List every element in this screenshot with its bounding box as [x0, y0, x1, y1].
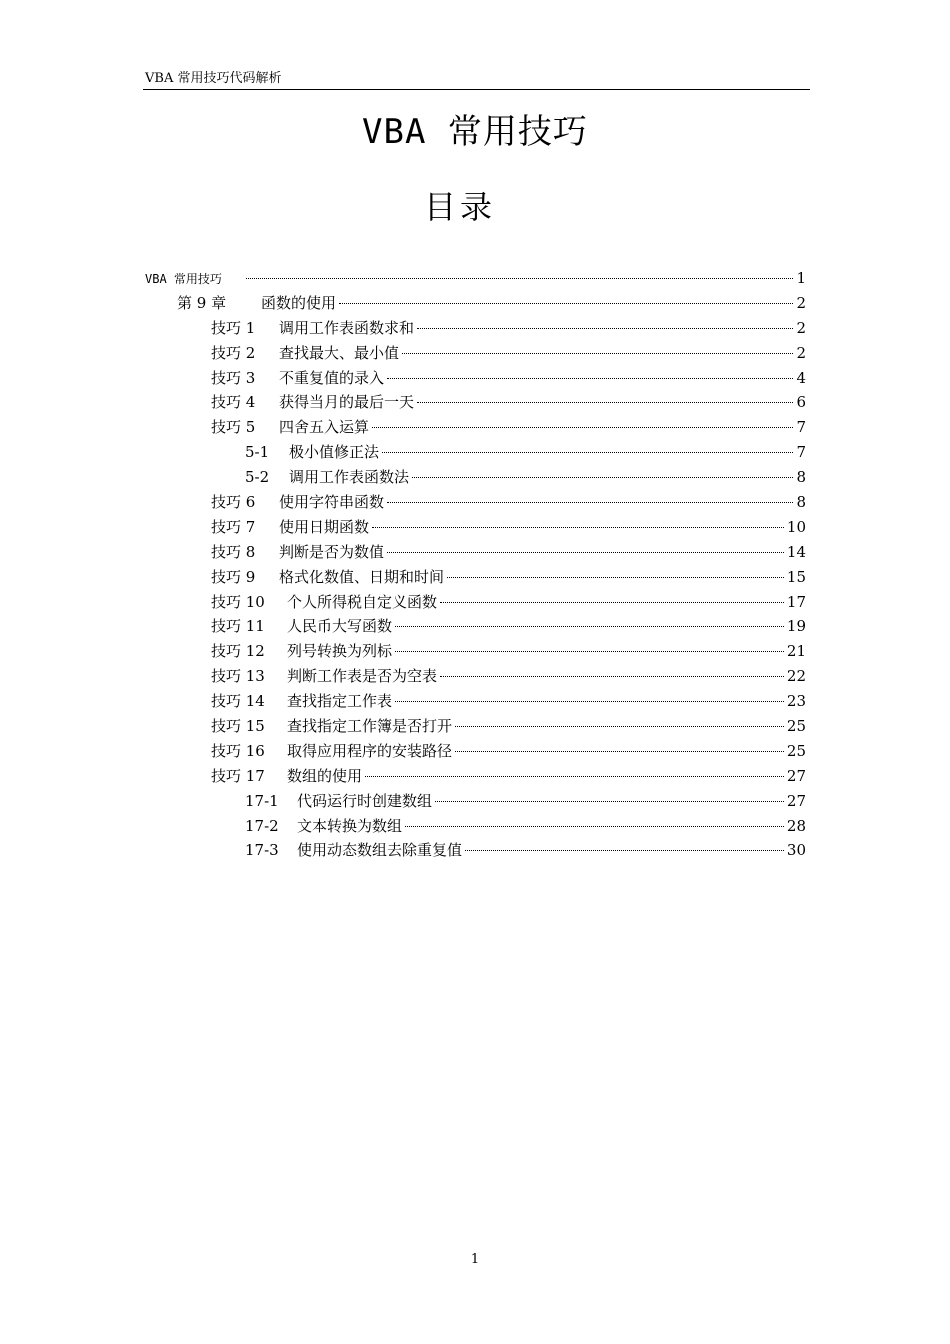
toc-entry-page: 27: [786, 791, 806, 810]
toc-entry-page: 7: [796, 443, 806, 462]
toc-entry-label: 5-2: [245, 468, 270, 487]
dot-leader: [440, 602, 784, 603]
dot-leader: [455, 751, 784, 752]
toc-entry-page: 6: [796, 393, 806, 412]
toc-entry-page: 15: [786, 567, 806, 586]
toc-entry[interactable]: [0, 664, 950, 689]
dot-leader: [412, 477, 793, 478]
toc-entry-label: 技巧 10: [211, 592, 265, 611]
toc-entry-title: 不重复值的录入: [279, 368, 385, 387]
toc-entry-label: 技巧 14: [211, 692, 265, 711]
toc-entry-page: 8: [796, 493, 806, 512]
toc-entry[interactable]: [0, 266, 950, 291]
toc-entry-page: 2: [796, 343, 806, 362]
toc-entry[interactable]: [0, 341, 950, 366]
toc-entry-title: 四舍五入运算: [279, 418, 370, 437]
toc-entry[interactable]: [0, 838, 950, 863]
toc-entry-label: 技巧 13: [211, 667, 265, 686]
toc-entry-label: 17-2: [245, 816, 279, 835]
toc-entry-title: 文本转换为数组: [297, 816, 403, 835]
dot-leader: [339, 303, 793, 304]
toc-entry[interactable]: [0, 366, 950, 391]
toc-entry-title: 查找最大、最小值: [279, 343, 400, 362]
toc-entry-page: 2: [796, 318, 806, 337]
running-header: [143, 70, 810, 90]
dot-leader: [365, 776, 784, 777]
toc-entry-label: 技巧 16: [211, 741, 265, 760]
toc-entry-label: 技巧 7: [211, 517, 256, 536]
toc-entry-label: 技巧 17: [211, 766, 265, 785]
toc-entry[interactable]: [0, 614, 950, 639]
dot-leader: [417, 328, 793, 329]
toc-entry[interactable]: [0, 465, 950, 490]
toc-entry-title: 数组的使用: [287, 766, 363, 785]
toc-entry[interactable]: [0, 689, 950, 714]
toc-entry-title: 查找指定工作表: [287, 692, 393, 711]
toc-entry-page: 22: [786, 667, 806, 686]
toc-entry-page: 4: [796, 368, 806, 387]
toc-entry-label: 技巧 15: [211, 717, 265, 736]
toc-entry[interactable]: [0, 739, 950, 764]
toc-entry-label: 17-3: [245, 841, 279, 860]
toc-entry-label: 技巧 3: [211, 368, 256, 387]
toc-entry-title: 个人所得税自定义函数: [287, 592, 438, 611]
running-header-title: VBA 常用技巧代码解析: [145, 71, 282, 86]
toc-entry[interactable]: [0, 590, 950, 615]
toc-entry-label: 技巧 12: [211, 642, 265, 661]
dot-leader: [372, 527, 784, 528]
toc-entry[interactable]: [0, 814, 950, 839]
toc-entry-label: 技巧 1: [211, 318, 256, 337]
toc-entry-page: 8: [796, 468, 806, 487]
table-of-contents: [0, 266, 950, 863]
toc-entry[interactable]: [0, 764, 950, 789]
toc-entry-page: 14: [786, 542, 806, 561]
dot-leader: [387, 502, 793, 503]
dot-leader: [395, 701, 784, 702]
toc-entry[interactable]: [0, 565, 950, 590]
toc-entry[interactable]: [0, 440, 950, 465]
dot-leader: [455, 726, 784, 727]
toc-entry-page: 2: [796, 293, 806, 312]
dot-leader: [246, 278, 793, 279]
toc-entry-page: 28: [786, 816, 806, 835]
dot-leader: [435, 801, 784, 802]
toc-entry-label: VBA 常用技巧: [145, 272, 222, 286]
toc-entry-label: 技巧 8: [211, 542, 256, 561]
dot-leader: [405, 826, 784, 827]
dot-leader: [395, 651, 784, 652]
toc-entry-page: 7: [796, 418, 806, 437]
toc-entry-title: 使用字符串函数: [279, 493, 385, 512]
toc-entry[interactable]: [0, 714, 950, 739]
toc-entry-title: 取得应用程序的安装路径: [287, 741, 453, 760]
toc-entry-title: 列号转换为列标: [287, 642, 393, 661]
dot-leader: [387, 378, 793, 379]
toc-entry-title: 判断是否为数值: [279, 542, 385, 561]
toc-entry-title: 使用动态数组去除重复值: [297, 841, 463, 860]
dot-leader: [417, 402, 793, 403]
toc-entry[interactable]: [0, 415, 950, 440]
page-number: 1: [470, 1252, 480, 1267]
toc-entry-page: 17: [786, 592, 806, 611]
toc-entry-title: 极小值修正法: [289, 443, 380, 462]
dot-leader: [402, 353, 793, 354]
toc-entry-page: 27: [786, 766, 806, 785]
toc-heading: 目录: [423, 188, 496, 226]
toc-entry-label: 技巧 4: [211, 393, 256, 412]
toc-entry-title: 获得当月的最后一天: [279, 393, 415, 412]
toc-entry[interactable]: [0, 789, 950, 814]
toc-entry-label: 技巧 9: [211, 567, 256, 586]
toc-entry-page: 23: [786, 692, 806, 711]
toc-entry[interactable]: [0, 291, 950, 316]
toc-entry-label: 技巧 11: [211, 617, 265, 636]
dot-leader: [465, 850, 784, 851]
toc-entry-label: 5-1: [245, 443, 270, 462]
toc-entry[interactable]: [0, 639, 950, 664]
toc-entry-title: 人民币大写函数: [287, 617, 393, 636]
document-title: VBA 常用技巧: [362, 112, 588, 152]
dot-leader: [440, 676, 784, 677]
toc-entry-page: 19: [786, 617, 806, 636]
toc-entry-label: 技巧 5: [211, 418, 256, 437]
toc-entry-title: 函数的使用: [261, 293, 337, 312]
dot-leader: [387, 552, 784, 553]
toc-entry[interactable]: [0, 540, 950, 565]
toc-entry-title: 格式化数值、日期和时间: [279, 567, 445, 586]
toc-entry-title: 调用工作表函数法: [289, 468, 410, 487]
toc-entry-page: 25: [786, 717, 806, 736]
toc-entry-title: 判断工作表是否为空表: [287, 667, 438, 686]
toc-entry-label: 17-1: [245, 791, 279, 810]
dot-leader: [395, 626, 784, 627]
toc-entry-label: 第 9 章: [177, 293, 227, 312]
toc-entry[interactable]: [0, 316, 950, 341]
toc-entry-title: 查找指定工作簿是否打开: [287, 717, 453, 736]
toc-entry-page: 30: [786, 841, 806, 860]
toc-entry-title: 代码运行时创建数组: [297, 791, 433, 810]
toc-entry-label: 技巧 2: [211, 343, 256, 362]
toc-entry[interactable]: [0, 390, 950, 415]
dot-leader: [382, 452, 793, 453]
toc-entry[interactable]: [0, 515, 950, 540]
dot-leader: [372, 427, 793, 428]
toc-entry-page: 21: [786, 642, 806, 661]
toc-entry-page: 25: [786, 741, 806, 760]
toc-entry-page: 1: [796, 269, 806, 287]
toc-entry-page: 10: [786, 517, 806, 536]
toc-entry-title: 使用日期函数: [279, 517, 370, 536]
toc-entry-label: 技巧 6: [211, 493, 256, 512]
toc-entry[interactable]: [0, 490, 950, 515]
toc-entry-title: 调用工作表函数求和: [279, 318, 415, 337]
dot-leader: [447, 577, 784, 578]
